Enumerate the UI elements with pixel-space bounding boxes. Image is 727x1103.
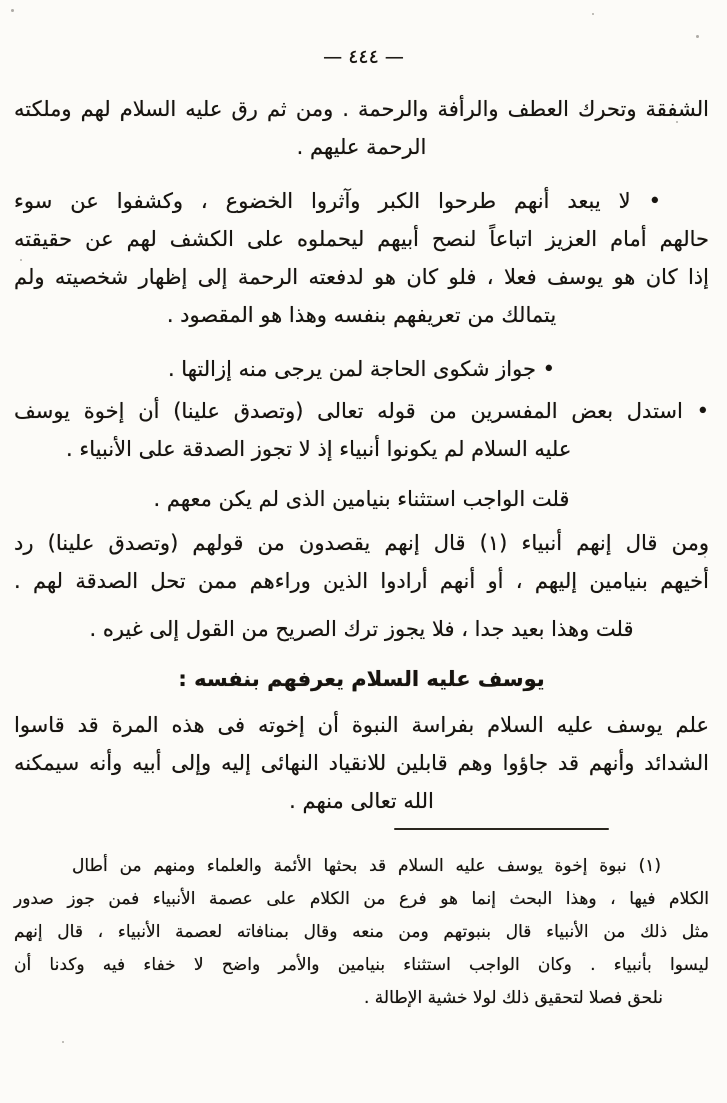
text-line: • جواز شكوى الحاجة لمن يرجى منه إزالتها . [167,357,556,381]
page-number: — ٤٤٤ — [323,46,404,68]
text-line: • استدل بعض المفسرين من قوله تعالى (وتصدق علينا) أن إخوة يوسف [14,399,709,423]
footnote-separator [394,828,609,830]
scan-speck [696,35,699,38]
paragraph-6 [14,524,709,600]
paragraph-2 [14,182,709,334]
paragraph-5 [14,480,709,518]
text-line: ومن قال إنهم أنبياء (١) قال إنهم يقصدون من قولهم (وتصدق علينا) رد [14,531,709,555]
text-line: قلت وهذا بعيد جدا ، فلا يجوز ترك الصريح من القول إلى غيره . [89,617,634,641]
paragraph-8 [14,706,709,820]
text-line: علم يوسف عليه السلام بفراسة النبوة أن إخوته فى هذه المرة قد قاسوا [14,713,709,737]
scan-speck [592,13,594,15]
footnote-line: الكلام فيها ، وهذا البحث إنما هو فرع من الكلام على عصمة الأنبياء فمن جوز صدور [14,889,709,909]
text-line: الشدائد وأنهم قد جاؤوا وهم قابلين للانقياد النهائى إليه وإلى أبيه وأنه سيمكنه [14,751,709,775]
footnote-line: مثل ذلك من الأنبياء قال بنبوتهم ومن منعه وقال بمنافاته لعصمة الأنبياء ، قال إنهم [14,922,709,942]
text-line: أخيهم بنيامين إليهم ، أو أنهم أرادوا الذين وراءهم ممن تحل الصدقة لهم . [14,569,709,593]
section-heading: يوسف عليه السلام يعرفهم بنفسه : [178,667,545,691]
footnote-line: (١) نبوة إخوة يوسف عليه السلام قد بحثها الأئمة والعلماء ومنهم من أطال [72,856,661,876]
text-line: حالهم أمام العزيز اتباعاً لنصح أبيهم ليحملوه على الكشف لهم عن حقيقته [14,227,709,251]
footnote [14,850,709,1015]
scan-speck [11,9,14,12]
text-line: يتمالك من تعريفهم بنفسه وهذا هو المقصود . [166,303,557,327]
scan-speck [704,556,706,558]
text-line: عليه السلام لم يكونوا أنبياء إذ لا تجوز الصدقة على الأنبياء . [66,437,572,461]
text-line: • لا يبعد أنهم طرحوا الكبر وآثروا الخضوع ، وكشفوا عن سوء [14,189,661,213]
scan-speck [676,121,678,123]
scan-speck [20,259,22,261]
paragraph-7 [14,610,709,648]
text-line: الرحمة عليهم . [296,135,427,159]
footnote-line: ليسوا بأنبياء . وكان الواجب استثناء بنيامين والأمر واضح لا خفاء فيه وكدنا أن [14,955,709,975]
paragraph-1 [14,90,709,166]
footnote-line: نلحق فصلا لتحقيق ذلك لولا خشية الإطالة . [363,988,663,1008]
text-line: إذا كان هو يوسف فعلا ، فلو كان هو لدفعته الرحمة إلى إظهار شخصيته ولم [14,265,709,289]
scan-speck [62,1041,64,1043]
paragraph-3 [14,350,709,388]
text-line: قلت الواجب استثناء بنيامين الذى لم يكن معهم . [153,487,570,511]
paragraph-4 [14,392,709,468]
text-line: الشفقة وتحرك العطف والرأفة والرحمة . ومن ثم رق عليه السلام لهم وملكته [14,97,709,121]
text-line: الله تعالى منهم . [289,789,434,813]
page-body [0,90,727,1015]
